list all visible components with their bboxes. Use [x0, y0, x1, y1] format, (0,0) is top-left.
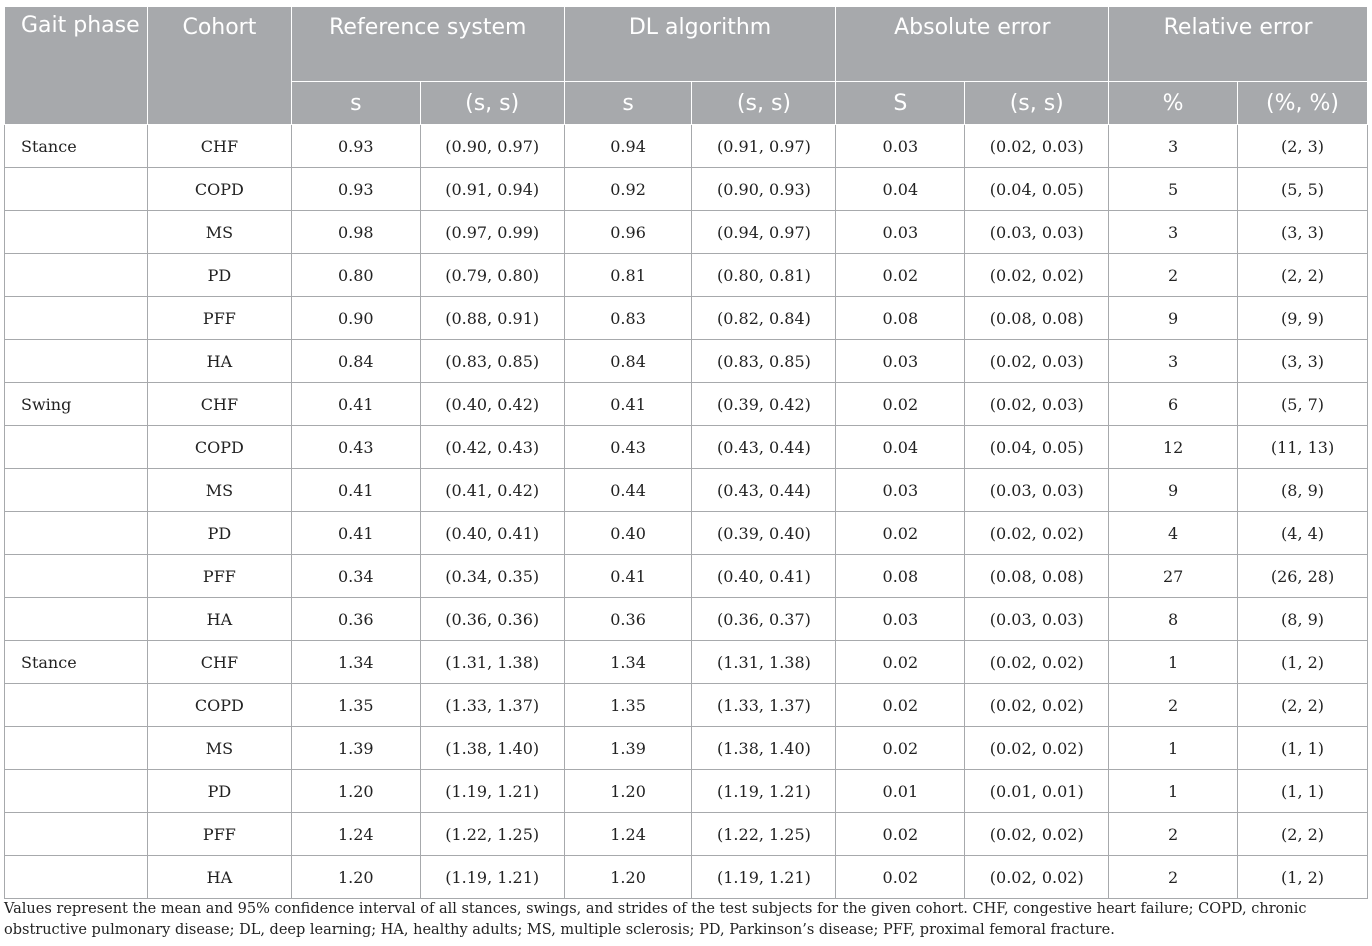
abs-error-ci-cell: (0.02, 0.02) [965, 254, 1109, 297]
dl-ci-cell: (0.80, 0.81) [692, 254, 836, 297]
results-table-container [4, 6, 1368, 899]
cohort-cell: HA [147, 856, 291, 899]
dl-mean-cell: 0.40 [564, 512, 692, 555]
cohort-cell: PFF [147, 555, 291, 598]
unit-header: (s, s) [420, 82, 564, 125]
gait-phase-cell [5, 727, 148, 770]
rel-error-ci-cell: (2, 2) [1238, 254, 1368, 297]
table-row [5, 684, 1368, 727]
abs-error-ci-cell: (0.04, 0.05) [965, 168, 1109, 211]
dl-ci-cell: (1.31, 1.38) [692, 641, 836, 684]
rel-error-ci-cell: (2, 3) [1238, 125, 1368, 168]
header-gait-phase: Gait phase [5, 7, 148, 125]
cohort-cell: CHF [147, 125, 291, 168]
reference-mean-cell: 1.34 [291, 641, 420, 684]
gait-phase-cell [5, 684, 148, 727]
rel-error-cell: 1 [1109, 641, 1238, 684]
abs-error-cell: 0.01 [836, 770, 965, 813]
unit-header: S [836, 82, 965, 125]
reference-ci-cell: (0.40, 0.42) [420, 383, 564, 426]
reference-ci-cell: (1.31, 1.38) [420, 641, 564, 684]
gait-phase-cell [5, 512, 148, 555]
gait-phase-cell [5, 254, 148, 297]
header-relative-error: Relative error [1109, 7, 1368, 82]
reference-ci-cell: (0.79, 0.80) [420, 254, 564, 297]
table-row [5, 297, 1368, 340]
reference-mean-cell: 0.98 [291, 211, 420, 254]
abs-error-ci-cell: (0.03, 0.03) [965, 211, 1109, 254]
cohort-cell: MS [147, 469, 291, 512]
abs-error-cell: 0.02 [836, 383, 965, 426]
abs-error-cell: 0.02 [836, 727, 965, 770]
gait-phase-results-table [4, 6, 1368, 899]
gait-phase-cell [5, 426, 148, 469]
abs-error-cell: 0.03 [836, 125, 965, 168]
rel-error-cell: 6 [1109, 383, 1238, 426]
reference-ci-cell: (0.42, 0.43) [420, 426, 564, 469]
cohort-cell: PD [147, 770, 291, 813]
abs-error-ci-cell: (0.02, 0.02) [965, 684, 1109, 727]
gait-phase-cell: Stance [5, 125, 148, 168]
cohort-cell: COPD [147, 684, 291, 727]
table-row [5, 211, 1368, 254]
dl-ci-cell: (0.40, 0.41) [692, 555, 836, 598]
rel-error-ci-cell: (3, 3) [1238, 340, 1368, 383]
dl-ci-cell: (0.83, 0.85) [692, 340, 836, 383]
rel-error-ci-cell: (26, 28) [1238, 555, 1368, 598]
table-row [5, 340, 1368, 383]
rel-error-cell: 2 [1109, 684, 1238, 727]
reference-ci-cell: (0.97, 0.99) [420, 211, 564, 254]
reference-ci-cell: (1.22, 1.25) [420, 813, 564, 856]
dl-ci-cell: (0.39, 0.40) [692, 512, 836, 555]
cohort-cell: PFF [147, 813, 291, 856]
header-cohort: Cohort [147, 7, 291, 125]
cohort-cell: HA [147, 340, 291, 383]
abs-error-cell: 0.02 [836, 813, 965, 856]
unit-header: (%, %) [1238, 82, 1368, 125]
reference-mean-cell: 1.39 [291, 727, 420, 770]
header-absolute-error: Absolute error [836, 7, 1109, 82]
dl-ci-cell: (0.36, 0.37) [692, 598, 836, 641]
dl-ci-cell: (0.90, 0.93) [692, 168, 836, 211]
dl-mean-cell: 1.39 [564, 727, 692, 770]
abs-error-ci-cell: (0.08, 0.08) [965, 297, 1109, 340]
reference-mean-cell: 0.43 [291, 426, 420, 469]
gait-phase-cell [5, 297, 148, 340]
abs-error-ci-cell: (0.02, 0.02) [965, 512, 1109, 555]
cohort-cell: CHF [147, 641, 291, 684]
cohort-cell: PD [147, 512, 291, 555]
rel-error-cell: 1 [1109, 727, 1238, 770]
reference-ci-cell: (1.33, 1.37) [420, 684, 564, 727]
reference-mean-cell: 0.41 [291, 512, 420, 555]
reference-ci-cell: (0.88, 0.91) [420, 297, 564, 340]
abs-error-ci-cell: (0.02, 0.02) [965, 856, 1109, 899]
reference-ci-cell: (0.41, 0.42) [420, 469, 564, 512]
dl-mean-cell: 1.20 [564, 770, 692, 813]
dl-ci-cell: (1.22, 1.25) [692, 813, 836, 856]
rel-error-ci-cell: (11, 13) [1238, 426, 1368, 469]
header-reference-system: Reference system [291, 7, 564, 82]
reference-mean-cell: 0.84 [291, 340, 420, 383]
table-row [5, 555, 1368, 598]
dl-ci-cell: (1.38, 1.40) [692, 727, 836, 770]
reference-ci-cell: (0.34, 0.35) [420, 555, 564, 598]
reference-mean-cell: 0.34 [291, 555, 420, 598]
dl-ci-cell: (0.82, 0.84) [692, 297, 836, 340]
reference-ci-cell: (0.91, 0.94) [420, 168, 564, 211]
table-row [5, 813, 1368, 856]
dl-mean-cell: 0.41 [564, 555, 692, 598]
rel-error-ci-cell: (5, 5) [1238, 168, 1368, 211]
table-row [5, 383, 1368, 426]
table-body [5, 125, 1368, 899]
rel-error-cell: 9 [1109, 297, 1238, 340]
table-row [5, 770, 1368, 813]
reference-mean-cell: 1.20 [291, 856, 420, 899]
dl-mean-cell: 0.94 [564, 125, 692, 168]
abs-error-ci-cell: (0.03, 0.03) [965, 469, 1109, 512]
gait-phase-cell [5, 856, 148, 899]
reference-mean-cell: 0.80 [291, 254, 420, 297]
reference-mean-cell: 0.93 [291, 168, 420, 211]
cohort-cell: MS [147, 211, 291, 254]
cohort-cell: MS [147, 727, 291, 770]
dl-mean-cell: 0.83 [564, 297, 692, 340]
abs-error-ci-cell: (0.01, 0.01) [965, 770, 1109, 813]
unit-header: % [1109, 82, 1238, 125]
rel-error-ci-cell: (8, 9) [1238, 469, 1368, 512]
dl-mean-cell: 1.34 [564, 641, 692, 684]
reference-mean-cell: 1.35 [291, 684, 420, 727]
dl-mean-cell: 0.92 [564, 168, 692, 211]
reference-mean-cell: 0.36 [291, 598, 420, 641]
gait-phase-cell [5, 168, 148, 211]
table-row [5, 469, 1368, 512]
header-dl-algorithm: DL algorithm [564, 7, 836, 82]
rel-error-ci-cell: (8, 9) [1238, 598, 1368, 641]
dl-ci-cell: (0.94, 0.97) [692, 211, 836, 254]
rel-error-cell: 3 [1109, 211, 1238, 254]
abs-error-cell: 0.08 [836, 555, 965, 598]
abs-error-cell: 0.04 [836, 168, 965, 211]
dl-mean-cell: 1.24 [564, 813, 692, 856]
table-row [5, 641, 1368, 684]
rel-error-cell: 1 [1109, 770, 1238, 813]
gait-phase-cell [5, 770, 148, 813]
dl-ci-cell: (1.19, 1.21) [692, 770, 836, 813]
abs-error-ci-cell: (0.02, 0.02) [965, 727, 1109, 770]
abs-error-ci-cell: (0.08, 0.08) [965, 555, 1109, 598]
dl-mean-cell: 1.35 [564, 684, 692, 727]
table-row [5, 727, 1368, 770]
rel-error-ci-cell: (4, 4) [1238, 512, 1368, 555]
abs-error-cell: 0.02 [836, 641, 965, 684]
rel-error-ci-cell: (9, 9) [1238, 297, 1368, 340]
unit-header: s [564, 82, 692, 125]
abs-error-cell: 0.02 [836, 512, 965, 555]
abs-error-ci-cell: (0.04, 0.05) [965, 426, 1109, 469]
gait-phase-cell: Stance [5, 641, 148, 684]
table-row [5, 598, 1368, 641]
abs-error-cell: 0.03 [836, 469, 965, 512]
dl-mean-cell: 0.41 [564, 383, 692, 426]
gait-phase-cell [5, 211, 148, 254]
reference-mean-cell: 0.41 [291, 469, 420, 512]
cohort-cell: PD [147, 254, 291, 297]
abs-error-cell: 0.03 [836, 598, 965, 641]
abs-error-ci-cell: (0.02, 0.03) [965, 340, 1109, 383]
gait-phase-cell [5, 340, 148, 383]
table-row [5, 512, 1368, 555]
gait-phase-cell [5, 555, 148, 598]
unit-header: (s, s) [965, 82, 1109, 125]
rel-error-cell: 12 [1109, 426, 1238, 469]
gait-phase-cell: Swing [5, 383, 148, 426]
table-row [5, 125, 1368, 168]
rel-error-cell: 2 [1109, 254, 1238, 297]
abs-error-cell: 0.02 [836, 684, 965, 727]
abs-error-ci-cell: (0.02, 0.03) [965, 125, 1109, 168]
rel-error-cell: 4 [1109, 512, 1238, 555]
dl-ci-cell: (0.43, 0.44) [692, 469, 836, 512]
dl-mean-cell: 0.81 [564, 254, 692, 297]
cohort-cell: HA [147, 598, 291, 641]
cohort-cell: COPD [147, 168, 291, 211]
table-row [5, 426, 1368, 469]
rel-error-cell: 27 [1109, 555, 1238, 598]
abs-error-ci-cell: (0.02, 0.02) [965, 641, 1109, 684]
dl-ci-cell: (0.91, 0.97) [692, 125, 836, 168]
abs-error-ci-cell: (0.02, 0.02) [965, 813, 1109, 856]
reference-mean-cell: 1.24 [291, 813, 420, 856]
abs-error-cell: 0.02 [836, 254, 965, 297]
reference-ci-cell: (0.90, 0.97) [420, 125, 564, 168]
reference-mean-cell: 1.20 [291, 770, 420, 813]
dl-ci-cell: (0.39, 0.42) [692, 383, 836, 426]
rel-error-ci-cell: (1, 2) [1238, 856, 1368, 899]
unit-header: s [291, 82, 420, 125]
table-footnote: Values represent the mean and 95% confidence interval of all stances, swings, and strides of the test subjects for the given cohort. CHF, congestive heart failure; COPD, chronic obstructive pulmonary disease; DL, deep learning; HA, healthy adults; MS, multiple sclerosis; PD, Parkinson’s disease; PFF, proximal femoral fracture. [4, 901, 1307, 938]
reference-ci-cell: (0.36, 0.36) [420, 598, 564, 641]
rel-error-cell: 3 [1109, 125, 1238, 168]
abs-error-ci-cell: (0.02, 0.03) [965, 383, 1109, 426]
dl-mean-cell: 1.20 [564, 856, 692, 899]
rel-error-cell: 2 [1109, 856, 1238, 899]
abs-error-cell: 0.08 [836, 297, 965, 340]
rel-error-ci-cell: (3, 3) [1238, 211, 1368, 254]
rel-error-ci-cell: (1, 1) [1238, 727, 1368, 770]
rel-error-cell: 9 [1109, 469, 1238, 512]
dl-ci-cell: (1.33, 1.37) [692, 684, 836, 727]
unit-header: (s, s) [692, 82, 836, 125]
table-row [5, 168, 1368, 211]
reference-mean-cell: 0.90 [291, 297, 420, 340]
reference-ci-cell: (0.40, 0.41) [420, 512, 564, 555]
reference-ci-cell: (0.83, 0.85) [420, 340, 564, 383]
cohort-cell: CHF [147, 383, 291, 426]
gait-phase-cell [5, 813, 148, 856]
abs-error-cell: 0.03 [836, 340, 965, 383]
reference-mean-cell: 0.93 [291, 125, 420, 168]
abs-error-cell: 0.02 [836, 856, 965, 899]
dl-ci-cell: (0.43, 0.44) [692, 426, 836, 469]
reference-ci-cell: (1.38, 1.40) [420, 727, 564, 770]
rel-error-cell: 2 [1109, 813, 1238, 856]
cohort-cell: PFF [147, 297, 291, 340]
dl-mean-cell: 0.96 [564, 211, 692, 254]
reference-mean-cell: 0.41 [291, 383, 420, 426]
cohort-cell: COPD [147, 426, 291, 469]
rel-error-cell: 8 [1109, 598, 1238, 641]
reference-ci-cell: (1.19, 1.21) [420, 770, 564, 813]
dl-ci-cell: (1.19, 1.21) [692, 856, 836, 899]
rel-error-cell: 3 [1109, 340, 1238, 383]
rel-error-ci-cell: (5, 7) [1238, 383, 1368, 426]
rel-error-ci-cell: (1, 2) [1238, 641, 1368, 684]
rel-error-ci-cell: (2, 2) [1238, 813, 1368, 856]
reference-ci-cell: (1.19, 1.21) [420, 856, 564, 899]
rel-error-ci-cell: (2, 2) [1238, 684, 1368, 727]
abs-error-cell: 0.03 [836, 211, 965, 254]
dl-mean-cell: 0.36 [564, 598, 692, 641]
gait-phase-cell [5, 598, 148, 641]
rel-error-ci-cell: (1, 1) [1238, 770, 1368, 813]
table-row [5, 254, 1368, 297]
table-row [5, 856, 1368, 899]
rel-error-cell: 5 [1109, 168, 1238, 211]
dl-mean-cell: 0.43 [564, 426, 692, 469]
abs-error-cell: 0.04 [836, 426, 965, 469]
dl-mean-cell: 0.44 [564, 469, 692, 512]
dl-mean-cell: 0.84 [564, 340, 692, 383]
gait-phase-cell [5, 469, 148, 512]
abs-error-ci-cell: (0.03, 0.03) [965, 598, 1109, 641]
